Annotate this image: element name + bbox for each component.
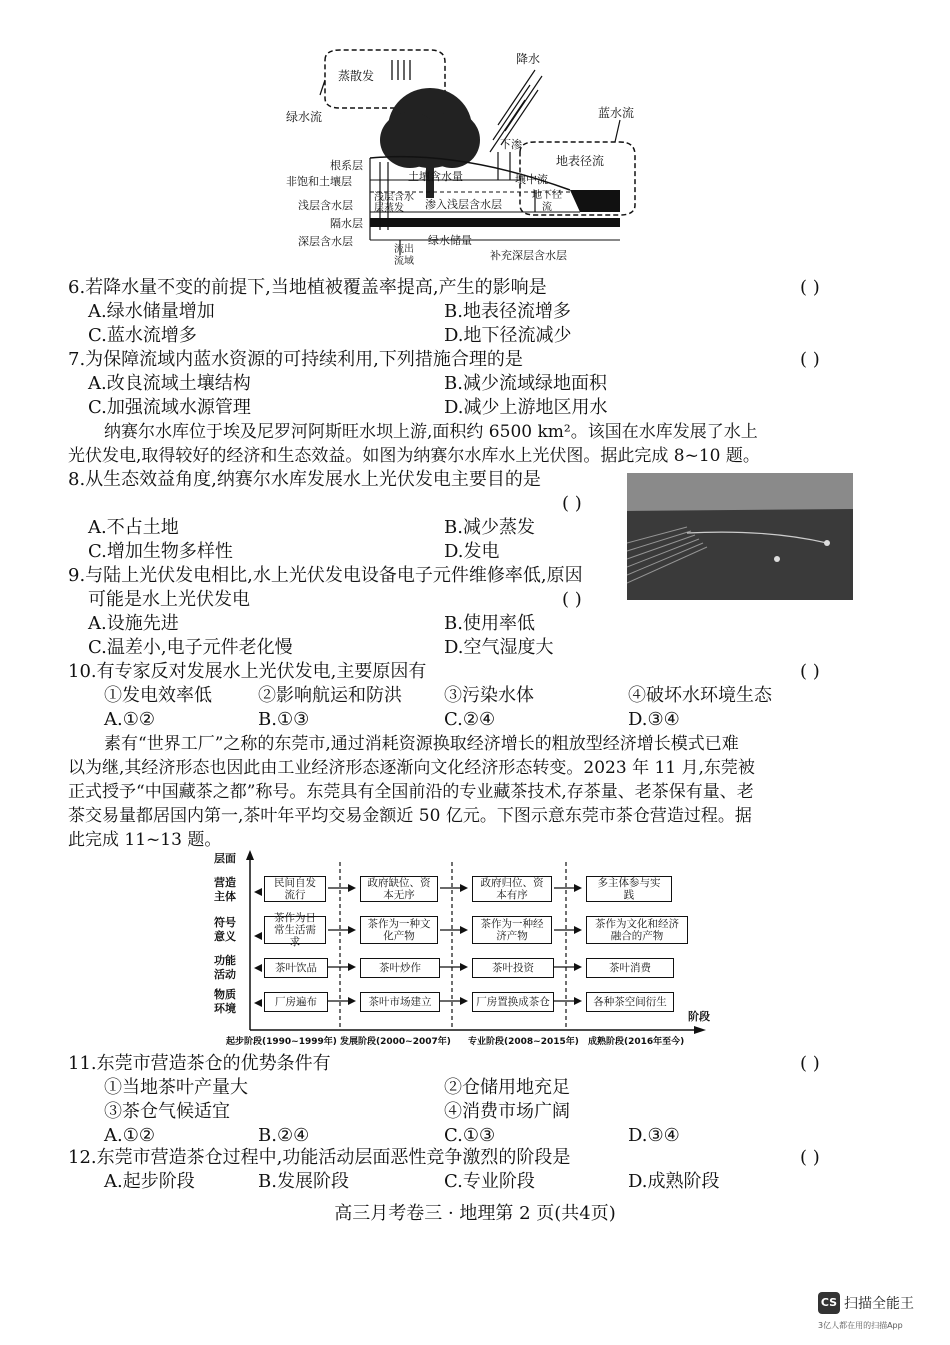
interflow-label: 壤中流 xyxy=(515,173,548,186)
y-axis-title: 层面 xyxy=(214,852,236,865)
underground-runoff-label: 地下径流 xyxy=(532,190,562,213)
cell-function-4: 茶叶消费 xyxy=(586,958,674,978)
passage-11-13-line-1: 素有“世界工厂”之称的东莞市,通过消耗资源换取经济增长的粗放型经济增长模式已难 xyxy=(104,734,739,754)
stage-label-3: 专业阶段(2008~2015年) xyxy=(468,1037,579,1047)
cell-material-2: 茶叶市场建立 xyxy=(360,992,440,1012)
question-7-blank[interactable]: ( ) xyxy=(800,349,820,370)
question-12-blank[interactable]: ( ) xyxy=(800,1147,820,1168)
question-6-option-d[interactable]: D.地下径流减少 xyxy=(444,325,572,346)
question-8-blank[interactable]: ( ) xyxy=(562,493,582,514)
scanner-name: 扫描全能王 xyxy=(844,1296,914,1312)
cell-material-4: 各种茶空间衍生 xyxy=(586,992,674,1012)
question-10-statement-2: ②影响航运和防洪 xyxy=(258,685,402,706)
recharge-label: 补充深层含水层 xyxy=(490,249,567,262)
question-12-option-c[interactable]: C.专业阶段 xyxy=(444,1171,535,1192)
question-12-stem: 12.东莞市营造茶仓过程中,功能活动层面恶性竞争激烈的阶段是 xyxy=(68,1147,571,1168)
stage-label-1: 起步阶段(1990~1999年) xyxy=(226,1037,337,1047)
page-footer: 高三月考卷三 · 地理第 2 页(共4页) xyxy=(334,1203,616,1224)
question-10-option-a[interactable]: A.①② xyxy=(104,709,155,730)
floating-solar-photo xyxy=(627,473,853,600)
question-10-option-d[interactable]: D.③④ xyxy=(628,709,680,730)
question-10-option-b[interactable]: B.①③ xyxy=(258,709,310,730)
question-11-stem: 11.东莞市营造茶仓的优势条件有 xyxy=(68,1053,331,1074)
question-6-blank[interactable]: ( ) xyxy=(800,277,820,298)
question-11-option-a[interactable]: A.①② xyxy=(104,1125,155,1146)
x-axis-title: 阶段 xyxy=(688,1010,710,1023)
deep-aquifer-label: 深层含水层 xyxy=(298,235,353,248)
passage-11-13-line-3: 正式授予“中国藏茶之都”称号。东莞具有全国前沿的专业藏茶技术,存茶量、老茶保有量、老 xyxy=(68,782,754,802)
question-12-option-d[interactable]: D.成熟阶段 xyxy=(628,1171,720,1192)
scanner-logo: CS xyxy=(818,1292,840,1314)
blue-flow-label: 蓝水流 xyxy=(598,106,635,120)
surface-runoff-label: 地表径流 xyxy=(556,154,605,168)
passage-11-13-line-2: 以为继,其经济形态也因此由工业经济形态逐渐向文化经济形态转变。2023 年 11 月,东莞被 xyxy=(68,758,755,778)
question-10-blank[interactable]: ( ) xyxy=(800,661,820,682)
question-6-stem: 6.若降水量不变的前提下,当地植被覆盖率提高,产生的影响是 xyxy=(68,277,547,298)
aquitard-label: 隔水层 xyxy=(330,217,363,230)
question-11-statement-4: ④消费市场广阔 xyxy=(444,1101,570,1122)
question-8-option-c[interactable]: C.增加生物多样性 xyxy=(88,541,233,562)
cell-symbol-4: 茶作为文化和经济融合的产物 xyxy=(586,916,688,944)
stage-label-2: 发展阶段(2000~2007年) xyxy=(340,1037,451,1047)
outflow-label: 流出流域 xyxy=(394,244,414,267)
question-11-blank[interactable]: ( ) xyxy=(800,1053,820,1074)
shallow-aquifer-label: 浅层含水层 xyxy=(298,199,353,212)
cell-function-2: 茶叶炒作 xyxy=(360,958,440,978)
evap-label: 蒸散发 xyxy=(338,69,375,83)
question-8-stem: 8.从生态效益角度,纳赛尔水库发展水上光伏发电主要目的是 xyxy=(68,469,541,490)
question-7-option-c[interactable]: C.加强流域水源管理 xyxy=(88,397,251,418)
question-8-option-b[interactable]: B.减少蒸发 xyxy=(444,517,535,538)
question-10-statement-3: ③污染水体 xyxy=(444,685,534,706)
scanner-watermark xyxy=(818,1292,944,1340)
question-8-option-d[interactable]: D.发电 xyxy=(444,541,500,562)
seep-label: 渗入浅层含水层 xyxy=(425,198,502,211)
question-9-stem-line-2: 可能是水上光伏发电 xyxy=(88,589,250,610)
question-10-statement-1: ①发电效率低 xyxy=(104,685,212,706)
question-10-option-c[interactable]: C.②④ xyxy=(444,709,496,730)
passage-8-10-line-2: 光伏发电,取得较好的经济和生态效益。如图为纳赛尔水库水上光伏图。据此完成 8~10 题。 xyxy=(68,446,760,466)
cell-material-3: 厂房置换成茶仓 xyxy=(472,992,554,1012)
precip-label: 降水 xyxy=(516,52,541,66)
question-7-option-b[interactable]: B.减少流域绿地面积 xyxy=(444,373,607,394)
cell-subject-4: 多主体参与实践 xyxy=(586,876,672,902)
cell-symbol-1: 茶作为日常生活需求 xyxy=(264,916,326,944)
shallow-evap-label: 浅层含水层蒸发 xyxy=(374,192,414,214)
question-11-option-d[interactable]: D.③④ xyxy=(628,1125,680,1146)
question-9-option-a[interactable]: A.设施先进 xyxy=(88,613,179,634)
question-12-option-a[interactable]: A.起步阶段 xyxy=(104,1171,195,1192)
question-9-option-b[interactable]: B.使用率低 xyxy=(444,613,535,634)
question-10-statement-4: ④破坏水环境生态 xyxy=(628,685,772,706)
question-11-statement-1: ①当地茶叶产量大 xyxy=(104,1077,248,1098)
question-11-option-c[interactable]: C.①③ xyxy=(444,1125,496,1146)
infiltration-label: 下渗 xyxy=(500,138,522,151)
stage-label-4: 成熟阶段(2016年至今) xyxy=(588,1037,685,1047)
row-label-material: 物质环境 xyxy=(214,988,236,1015)
question-6-option-c[interactable]: C.蓝水流增多 xyxy=(88,325,197,346)
unsat-layer-label: 非饱和土壤层 xyxy=(286,175,352,188)
row-label-subject: 营造主体 xyxy=(214,876,236,903)
row-label-function: 功能活动 xyxy=(214,954,236,981)
question-7-option-d[interactable]: D.减少上游地区用水 xyxy=(444,397,608,418)
question-11-statement-3: ③茶仓气候适宜 xyxy=(104,1101,230,1122)
water-cycle-diagram xyxy=(280,40,650,272)
question-9-option-c[interactable]: C.温差小,电子元件老化慢 xyxy=(88,637,293,658)
question-11-option-b[interactable]: B.②④ xyxy=(258,1125,310,1146)
cell-material-1: 厂房遍布 xyxy=(264,992,328,1012)
passage-11-13-line-4: 茶交易量都居国内第一,茶叶年平均交易金额近 50 亿元。下图示意东莞市茶仓营造过程。据 xyxy=(68,806,752,826)
cell-symbol-2: 茶作为一种文化产物 xyxy=(360,916,438,944)
question-11-statement-2: ②仓储用地充足 xyxy=(444,1077,570,1098)
question-7-option-a[interactable]: A.改良流域土壤结构 xyxy=(88,373,251,394)
root-layer-label: 根系层 xyxy=(330,159,363,172)
question-8-option-a[interactable]: A.不占土地 xyxy=(88,517,179,538)
scanner-tagline: 3亿人都在用的扫描App xyxy=(818,1321,903,1330)
question-9-option-d[interactable]: D.空气湿度大 xyxy=(444,637,554,658)
question-6-option-b[interactable]: B.地表径流增多 xyxy=(444,301,571,322)
tea-warehouse-diagram xyxy=(210,848,720,1048)
cell-function-3: 茶叶投资 xyxy=(472,958,554,978)
passage-11-13-line-5: 此完成 11~13 题。 xyxy=(68,830,222,850)
cell-function-1: 茶叶饮品 xyxy=(264,958,328,978)
question-7-stem: 7.为保障流域内蓝水资源的可持续利用,下列措施合理的是 xyxy=(68,349,523,370)
cell-subject-1: 民间自发流行 xyxy=(264,876,326,902)
cell-subject-3: 政府归位、资本有序 xyxy=(472,876,552,902)
question-9-blank[interactable]: ( ) xyxy=(562,589,582,610)
row-label-symbol: 符号意义 xyxy=(214,916,236,943)
question-9-stem-line-1: 9.与陆上光伏发电相比,水上光伏发电设备电子元件维修率低,原因 xyxy=(68,565,583,586)
green-storage-label: 绿水储量 xyxy=(428,234,472,247)
cell-subject-2: 政府缺位、资本无序 xyxy=(360,876,438,902)
question-10-stem: 10.有专家反对发展水上光伏发电,主要原因有 xyxy=(68,661,427,682)
passage-8-10-line-1: 纳赛尔水库位于埃及尼罗河阿斯旺水坝上游,面积约 6500 km²。该国在水库发展了水上 xyxy=(104,422,758,442)
question-6-option-a[interactable]: A.绿水储量增加 xyxy=(88,301,215,322)
question-12-option-b[interactable]: B.发展阶段 xyxy=(258,1171,349,1192)
green-flow-label: 绿水流 xyxy=(286,110,323,124)
soil-water-label: 土壤含水量 xyxy=(408,170,463,183)
cell-symbol-3: 茶作为一种经济产物 xyxy=(472,916,552,944)
